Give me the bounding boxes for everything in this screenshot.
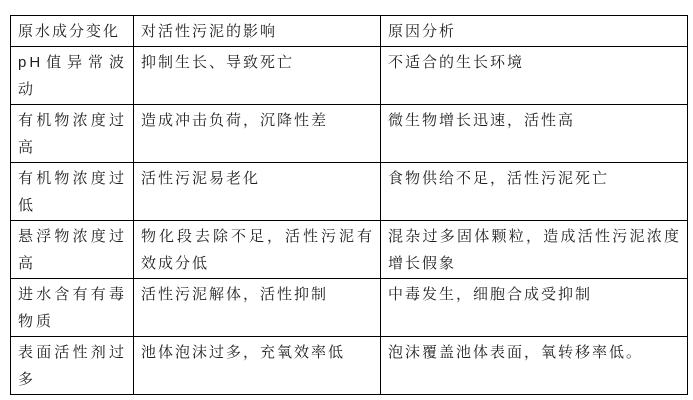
table-cell: 有机物浓度过低 <box>11 163 134 221</box>
table-cell: 物化段去除不足，活性污泥有效成分低 <box>134 221 381 279</box>
table-row <box>11 337 688 395</box>
table-row <box>11 47 688 105</box>
table-cell: pH值异常波动 <box>11 47 134 105</box>
activated-sludge-impact-table <box>10 15 688 395</box>
table-row <box>11 279 688 337</box>
table-cell: 造成冲击负荷，沉降性差 <box>134 105 381 163</box>
table-row <box>11 163 688 221</box>
table-cell: 进水含有有毒物质 <box>11 279 134 337</box>
table-cell: 混杂过多固体颗粒，造成活性污泥浓度增长假象 <box>381 221 688 279</box>
table-cell: 泡沫覆盖池体表面，氧转移率低。 <box>381 337 688 395</box>
table-cell: 表面活性剂过多 <box>11 337 134 395</box>
table-cell: 活性污泥解体，活性抑制 <box>134 279 381 337</box>
table-row <box>11 221 688 279</box>
header-cell-cause-analysis: 原因分析 <box>381 16 688 47</box>
table-cell: 中毒发生，细胞合成受抑制 <box>381 279 688 337</box>
header-cell-raw-water-change: 原水成分变化 <box>11 16 134 47</box>
table-cell: 悬浮物浓度过高 <box>11 221 134 279</box>
table-cell: 活性污泥易老化 <box>134 163 381 221</box>
table-header-row <box>11 16 688 47</box>
table-cell: 有机物浓度过高 <box>11 105 134 163</box>
table-cell: 食物供给不足，活性污泥死亡 <box>381 163 688 221</box>
table-cell: 池体泡沫过多，充氧效率低 <box>134 337 381 395</box>
header-cell-impact-on-sludge: 对活性污泥的影响 <box>134 16 381 47</box>
table-cell: 微生物增长迅速，活性高 <box>381 105 688 163</box>
table-cell: 不适合的生长环境 <box>381 47 688 105</box>
table-cell: 抑制生长、导致死亡 <box>134 47 381 105</box>
table-row <box>11 105 688 163</box>
